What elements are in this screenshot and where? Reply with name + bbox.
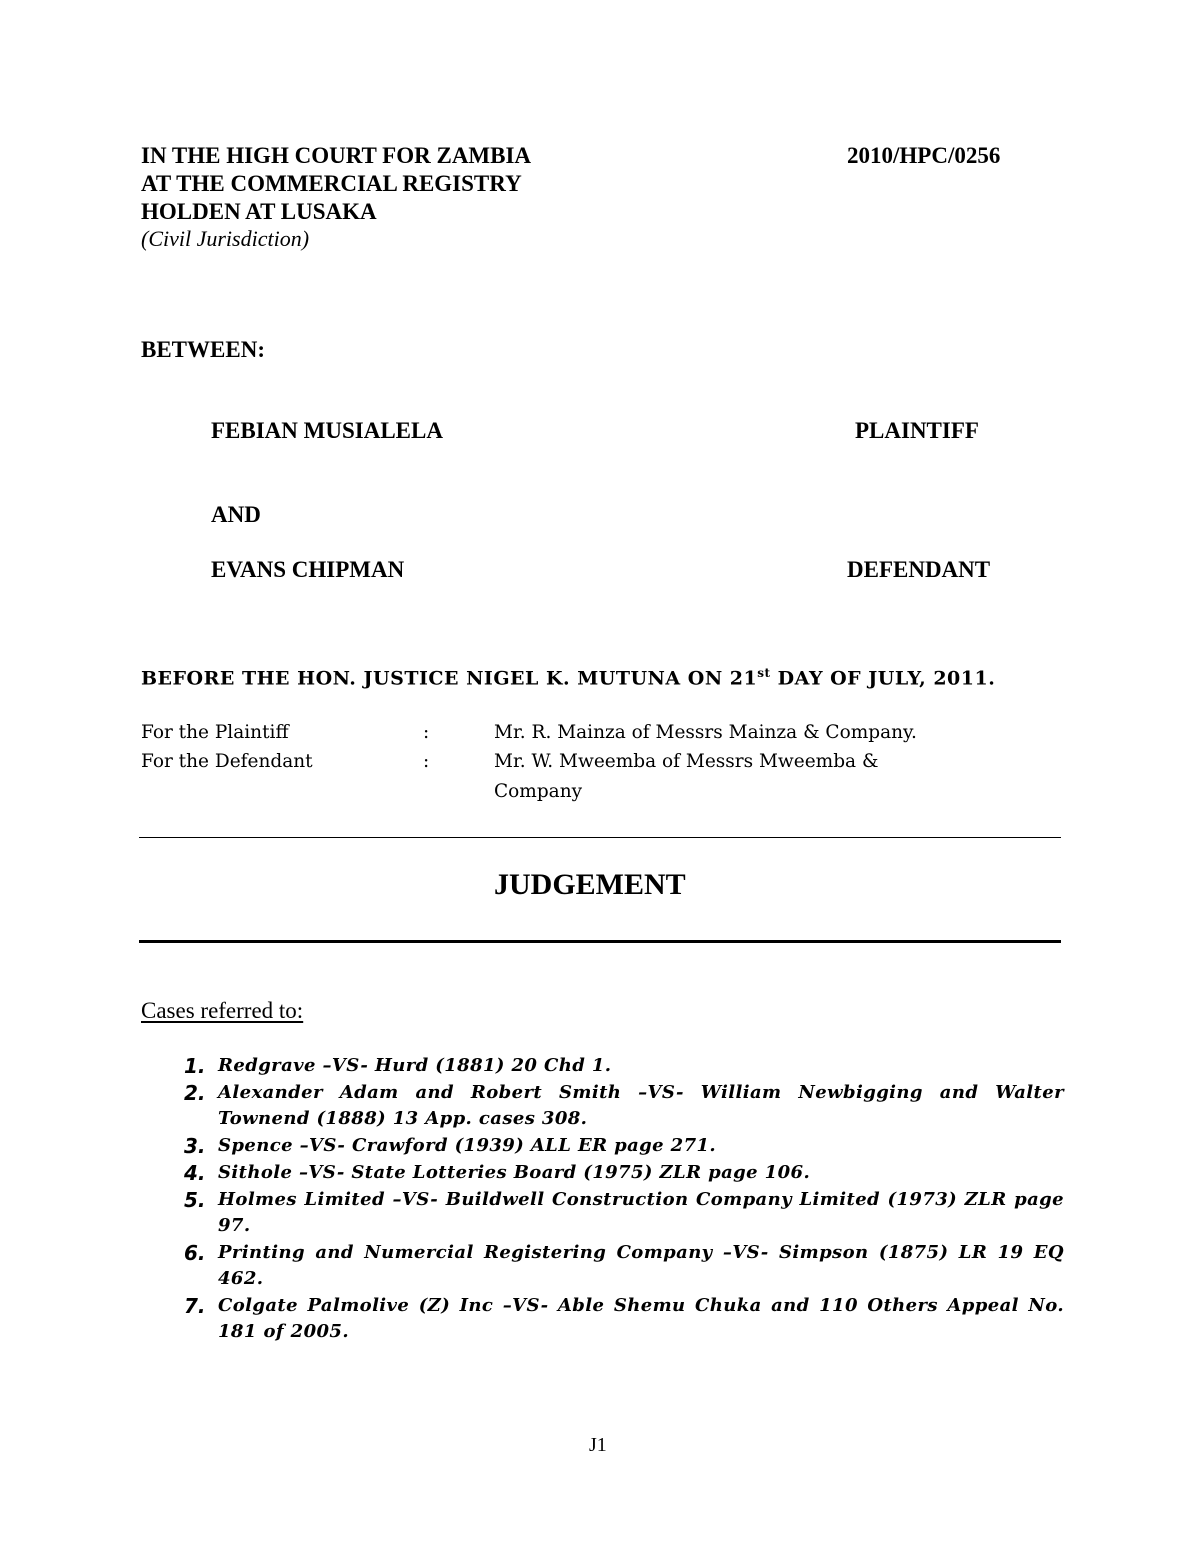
case-item — [184, 1080, 1064, 1132]
case-number: 3. — [184, 1134, 206, 1158]
defendant-counsel-label: For the Defendant — [141, 751, 313, 772]
defendant-counsel-value-continued: Company — [494, 781, 583, 802]
before-text-end: DAY OF JULY, 2011. — [770, 667, 996, 690]
case-citation: Printing and Numercial Registering Company –VS- Simpson (1875) LR 19 EQ 462. — [218, 1242, 1064, 1289]
bottom-divider — [139, 940, 1061, 943]
defendant-name: EVANS CHIPMAN — [211, 557, 405, 582]
case-number: 6. — [184, 1241, 206, 1265]
court-heading — [141, 142, 531, 226]
case-number: 5. — [184, 1188, 206, 1212]
plaintiff-counsel-value: Mr. R. Mainza of Messrs Mainza & Company. — [494, 722, 917, 743]
page-number: J1 — [589, 1434, 607, 1456]
case-item — [184, 1053, 1064, 1079]
court-heading-line: HOLDEN AT LUSAKA — [141, 199, 377, 224]
case-item — [184, 1240, 1064, 1292]
and-label: AND — [211, 502, 261, 527]
case-citation: Sithole –VS- State Lotteries Board (1975) ZLR page 106. — [218, 1162, 811, 1183]
case-item — [184, 1293, 1064, 1345]
counsel-block — [141, 718, 1041, 808]
case-citation: Alexander Adam and Robert Smith –VS- William Newbigging and Walter Townend (1888) 13 App. cases 308. — [218, 1082, 1064, 1129]
case-item — [184, 1187, 1064, 1239]
case-number: 7. — [184, 1294, 206, 1318]
before-justice-line — [141, 666, 995, 689]
case-item — [184, 1133, 1064, 1159]
plaintiff-counsel-label: For the Plaintiff — [141, 722, 289, 743]
case-number: 4. — [184, 1161, 206, 1185]
cases-heading: Cases referred to: — [141, 998, 304, 1023]
court-heading-line: IN THE HIGH COURT FOR ZAMBIA — [141, 143, 532, 168]
case-citation: Spence –VS- Crawford (1939) ALL ER page 271. — [218, 1135, 717, 1156]
before-text: BEFORE THE HON. JUSTICE NIGEL K. MUTUNA ON 21 — [141, 667, 758, 690]
defendant-counsel-value: Mr. W. Mweemba of Messrs Mweemba & — [494, 751, 879, 772]
case-citation: Holmes Limited –VS- Buildwell Construction Company Limited (1973) ZLR page 97. — [218, 1189, 1064, 1236]
plaintiff-name: FEBIAN MUSIALELA — [211, 418, 443, 443]
court-heading-line: AT THE COMMERCIAL REGISTRY — [141, 171, 522, 196]
case-number: 2010/HPC/0256 — [847, 143, 1001, 168]
case-item — [184, 1160, 1064, 1186]
case-number: 1. — [184, 1054, 206, 1078]
plaintiff-role: PLAINTIFF — [855, 418, 979, 443]
top-divider — [139, 837, 1061, 838]
case-number: 2. — [184, 1081, 206, 1105]
defendant-counsel-colon: : — [423, 751, 430, 772]
between-label: BETWEEN: — [141, 337, 265, 362]
defendant-role: DEFENDANT — [847, 557, 991, 582]
plaintiff-counsel-colon: : — [423, 722, 430, 743]
date-ordinal-suffix: st — [757, 666, 771, 680]
jurisdiction-note: (Civil Jurisdiction) — [141, 226, 310, 251]
case-citation: Colgate Palmolive (Z) Inc –VS- Able Shemu Chuka and 110 Others Appeal No. 181 of 2005. — [218, 1295, 1064, 1342]
judgement-title: JUDGEMENT — [494, 868, 686, 901]
cases-list — [184, 1053, 1064, 1346]
case-citation: Redgrave –VS- Hurd (1881) 20 Chd 1. — [218, 1055, 612, 1076]
